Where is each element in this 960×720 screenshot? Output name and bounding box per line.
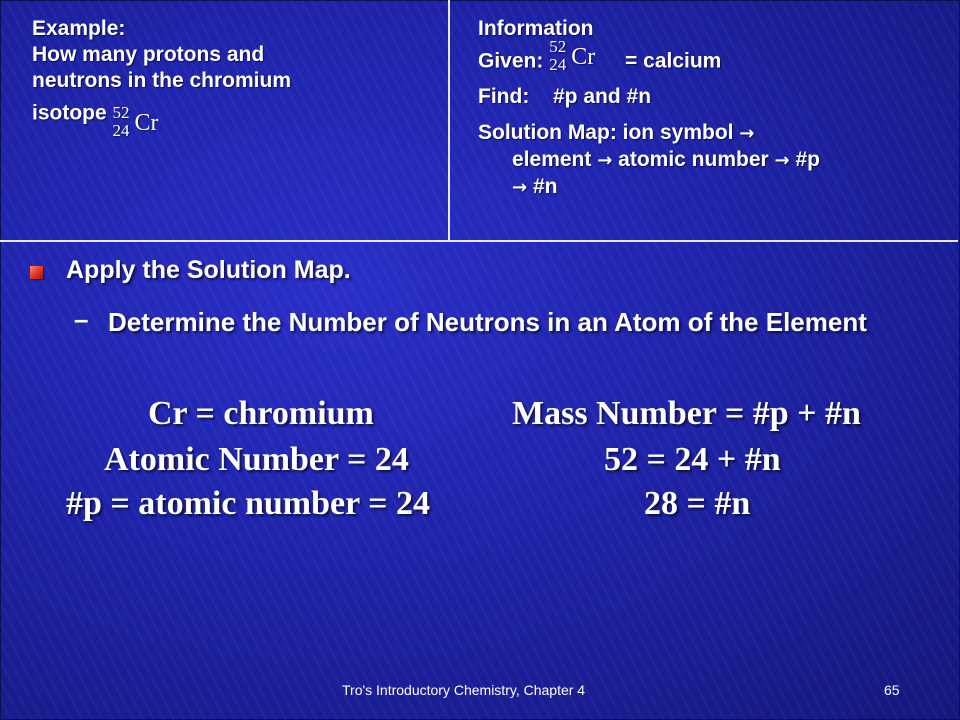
solution-map-element: element [512, 148, 592, 171]
header-table [0, 0, 958, 242]
given-value: = calcium [625, 49, 722, 73]
footer-caption: Tro's Introductory Chemistry, Chapter 4 [342, 682, 586, 698]
find-line [478, 84, 948, 110]
solution-map-neutrons: #n [532, 175, 558, 198]
equation-right-1: Mass Number = #p + #n [512, 395, 861, 432]
information-cell [478, 16, 948, 201]
equation-right-3: 28 = #n [644, 485, 751, 522]
solution-map-line-2 [478, 147, 948, 174]
sub-bullet-dash: – [74, 304, 89, 334]
isotope-atomic-number: 24 [112, 121, 130, 140]
information-heading: Information [478, 17, 594, 40]
equation-right-2: 52 = 24 + #n [604, 441, 781, 478]
page-number: 65 [884, 682, 900, 698]
square-bullet-icon [30, 266, 43, 279]
equation-left-3: #p = atomic number = 24 [66, 485, 430, 522]
right-arrow-icon: → [512, 177, 528, 198]
example-isotope-symbol [113, 104, 173, 144]
isotope-atomic-number: 24 [549, 55, 567, 74]
find-value: #p and #n [553, 85, 652, 108]
example-cell [32, 16, 432, 140]
right-arrow-icon: → [597, 150, 613, 171]
given-isotope-symbol [549, 38, 619, 78]
sub-bullet-text: Determine the Number of Neutrons in an Atom of the Element [108, 307, 867, 337]
solution-map-atomic-number: atomic number [618, 148, 769, 171]
solution-map-line-3 [478, 174, 948, 201]
solution-map-protons: #p [795, 148, 820, 171]
given-label: Given: [478, 49, 544, 73]
example-heading: Example: [32, 17, 126, 40]
bullet-text: Apply the Solution Map. [66, 256, 351, 284]
equation-left-1: Cr = chromium [148, 395, 374, 432]
solution-map-line-1 [478, 120, 948, 147]
right-arrow-icon: → [739, 123, 755, 144]
find-label: Find: [478, 85, 530, 108]
example-question-isotope-word: isotope [32, 101, 107, 125]
isotope-mass-number: 52 [549, 37, 567, 56]
equation-left-2: Atomic Number = 24 [104, 441, 409, 478]
example-question-line-1: How many protons and [32, 43, 265, 66]
isotope-element-symbol: Cr [134, 110, 159, 136]
solution-map-start: Solution Map: ion symbol [478, 121, 734, 144]
isotope-mass-number: 52 [112, 103, 130, 122]
right-arrow-icon: → [774, 150, 790, 171]
example-question-line-2: neutrons in the chromium [32, 69, 292, 92]
example-question-line-3 [32, 94, 432, 140]
given-line [478, 37, 948, 76]
table-divider [448, 0, 450, 240]
isotope-element-symbol: Cr [571, 44, 596, 70]
